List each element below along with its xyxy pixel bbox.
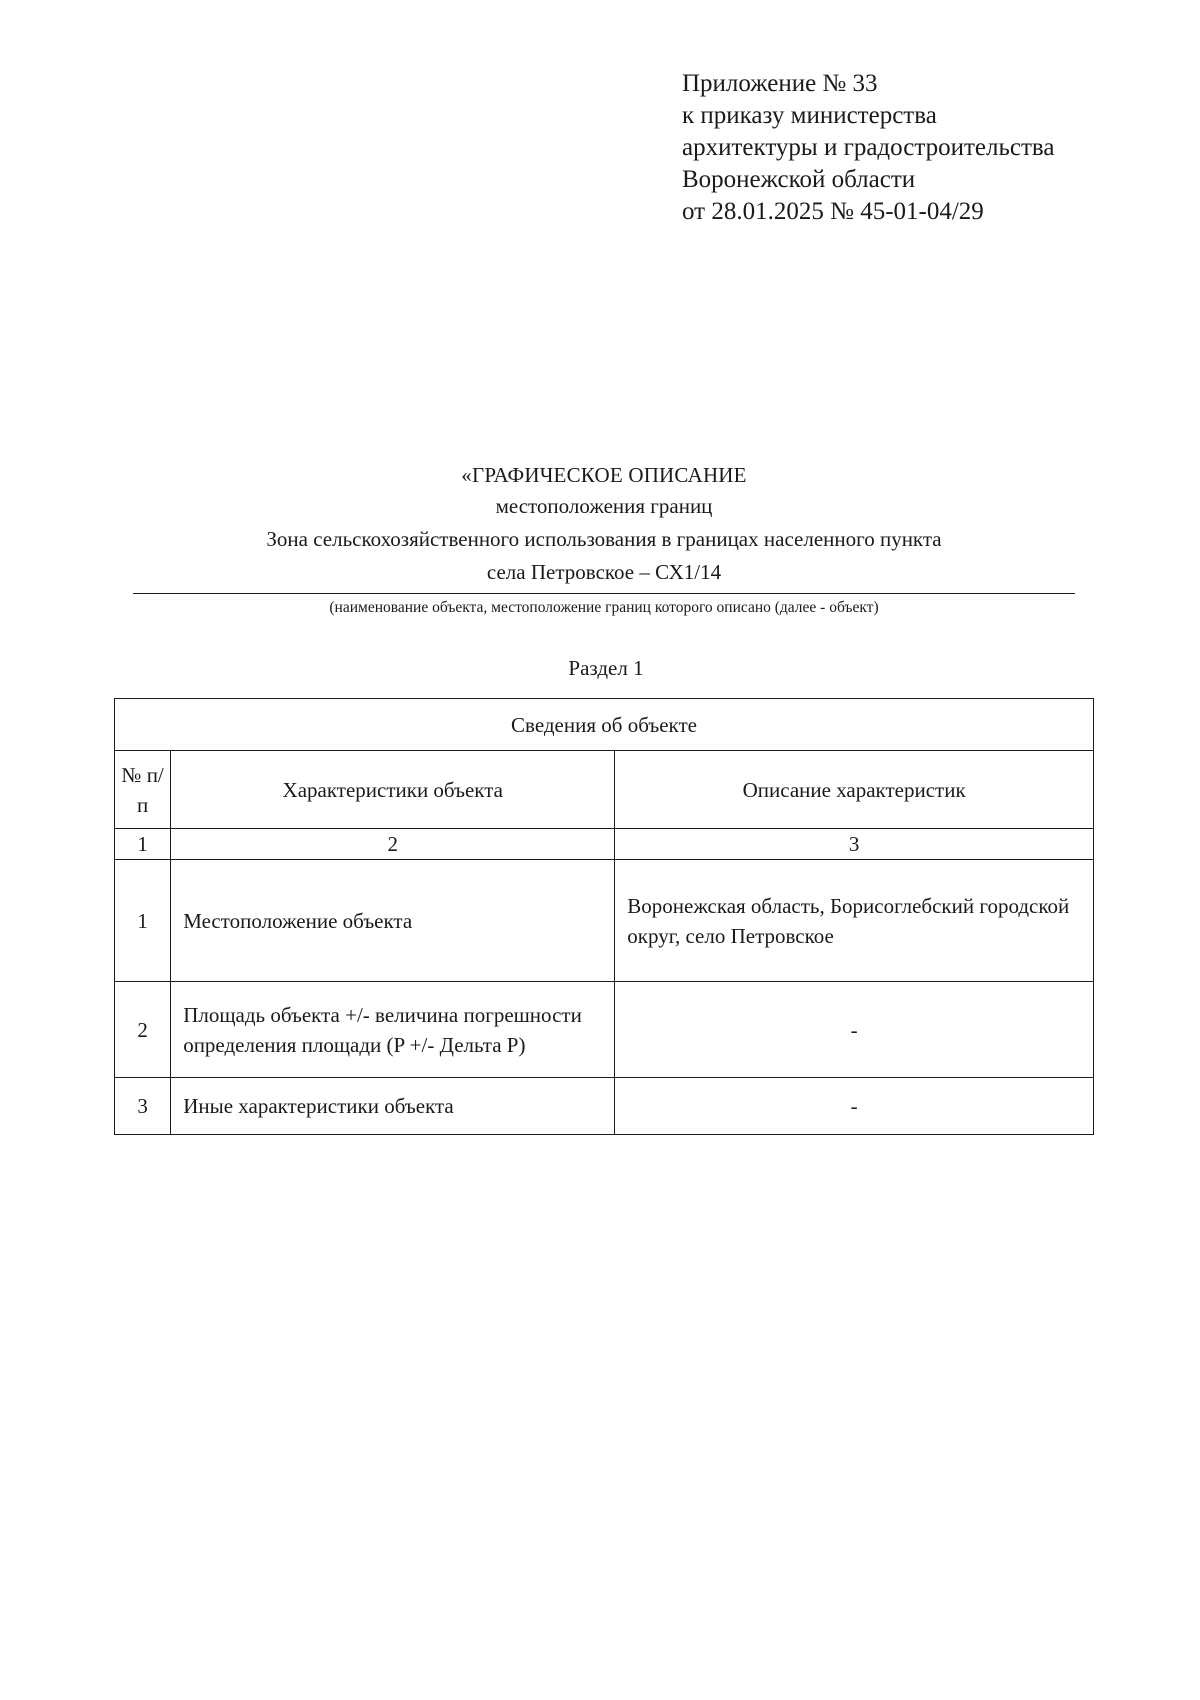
row-characteristic: Иные характеристики объекта bbox=[171, 1078, 615, 1135]
appendix-reference bbox=[682, 68, 1054, 228]
table-column-numbers bbox=[115, 829, 1094, 860]
column-number: 3 bbox=[615, 829, 1094, 860]
table-header-row bbox=[115, 699, 1094, 751]
column-number: 1 bbox=[115, 829, 171, 860]
row-number: 1 bbox=[115, 860, 171, 982]
row-description: - bbox=[615, 982, 1094, 1078]
object-name-line-1: Зона сельскохозяйственного использования в границах населенного пункта bbox=[266, 527, 942, 551]
object-info-table bbox=[114, 698, 1094, 1135]
document-subheading: местоположения границ bbox=[495, 494, 713, 518]
appendix-line: архитектуры и градостроительства bbox=[682, 134, 1055, 161]
column-header-number-text: № п/п bbox=[121, 762, 164, 817]
table-row bbox=[115, 1078, 1094, 1135]
section-label: Раздел 1 bbox=[568, 656, 644, 680]
row-number: 2 bbox=[115, 982, 171, 1078]
object-name-line-2: села Петровское – СХ1/14 bbox=[486, 560, 722, 584]
object-name-caption: (наименование объекта, местоположение границ которого описано (далее - объект) bbox=[329, 599, 879, 616]
row-description: Воронежская область, Борисоглебский городской округ, село Петровское bbox=[615, 860, 1094, 982]
appendix-line: от 28.01.2025 № 45-01-04/29 bbox=[682, 198, 984, 225]
column-header-description: Описание характеристик bbox=[615, 751, 1094, 829]
table-column-headers bbox=[115, 751, 1094, 829]
appendix-line: к приказу министерства bbox=[682, 102, 937, 129]
column-header-characteristic: Характеристики объекта bbox=[171, 751, 615, 829]
row-characteristic: Площадь объекта +/- величина погрешности определения площади (P +/- Дельта P) bbox=[171, 982, 615, 1078]
table-row bbox=[115, 982, 1094, 1078]
table-header: Сведения об объекте bbox=[115, 699, 1094, 751]
row-number: 3 bbox=[115, 1078, 171, 1135]
row-description: - bbox=[615, 1078, 1094, 1135]
row-characteristic: Местоположение объекта bbox=[171, 860, 615, 982]
document-title-block bbox=[133, 460, 1075, 620]
table-row bbox=[115, 860, 1094, 982]
column-header-number bbox=[115, 751, 171, 829]
appendix-line: Приложение № 33 bbox=[682, 70, 878, 97]
title-underline bbox=[133, 593, 1075, 594]
appendix-line: Воронежской области bbox=[682, 166, 916, 193]
column-number: 2 bbox=[171, 829, 615, 860]
document-heading: «ГРАФИЧЕСКОЕ ОПИСАНИЕ bbox=[461, 463, 747, 487]
